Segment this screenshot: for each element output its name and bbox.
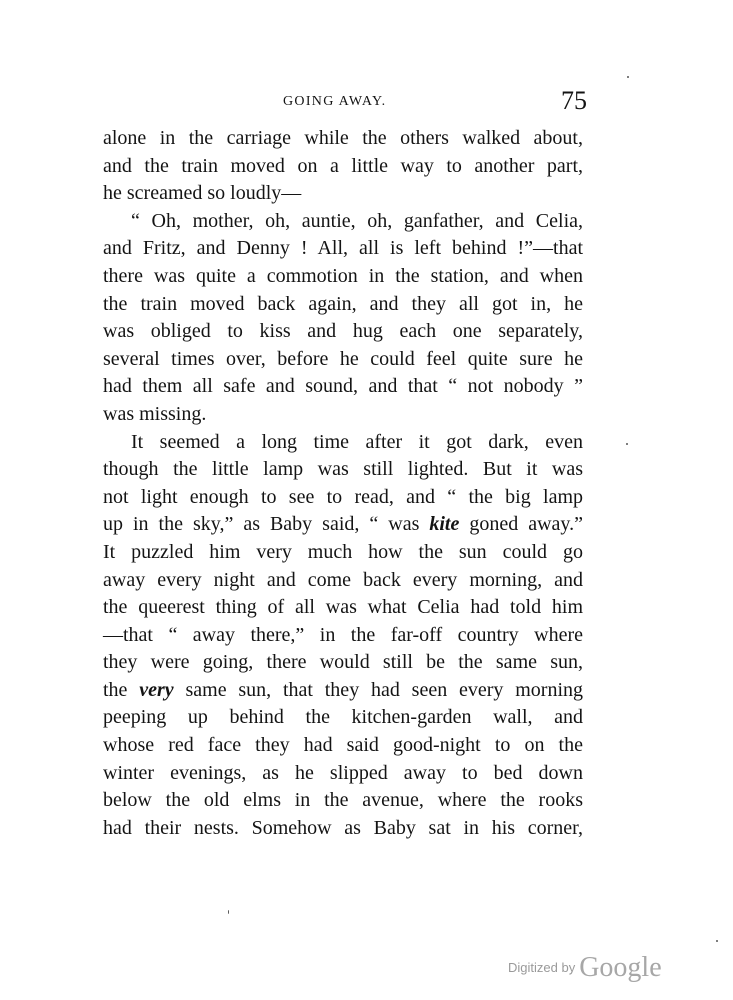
- text-line: had them all safe and sound, and that “ not nobody ”: [103, 375, 583, 398]
- text-run: goned away.”: [459, 513, 583, 536]
- digitized-watermark: [508, 952, 662, 984]
- text-run: up in the sky,” as Baby said, “ was: [103, 513, 430, 536]
- scan-speck: [228, 910, 229, 914]
- running-head: GOING AWAY.: [283, 94, 387, 109]
- text-line: the train moved back again, and they all got in, he: [103, 292, 583, 315]
- text-line: there was quite a commotion in the station, and when: [103, 264, 583, 287]
- text-line: several times over, before he could feel quite sure he: [103, 347, 583, 370]
- scan-speck: [627, 76, 629, 78]
- text-line: “ Oh, mother, oh, auntie, oh, ganfather, and Celia,: [131, 209, 583, 232]
- text-line: peeping up behind the kitchen-garden wall, and: [103, 706, 583, 729]
- page-number: 75: [561, 86, 587, 115]
- scan-speck: [626, 443, 628, 445]
- text-line: was missing.: [103, 402, 207, 425]
- text-line: whose red face they had said good-night to on the: [103, 734, 583, 757]
- text-run: the: [103, 678, 140, 701]
- text-line-with-italic: [103, 677, 583, 705]
- text-line: he screamed so loudly—: [103, 182, 302, 205]
- italic-word: kite: [429, 513, 460, 536]
- text-line: It seemed a long time after it got dark, even: [131, 430, 583, 453]
- text-line: the queerest thing of all was what Celia had told him: [103, 596, 583, 619]
- text-line: winter evenings, as he slipped away to bed down: [103, 761, 583, 784]
- page-header: [0, 86, 733, 116]
- body-text: [103, 125, 583, 842]
- text-line: they were going, there would still be the same sun,: [103, 651, 583, 674]
- text-line: away every night and come back every morning, and: [103, 568, 583, 591]
- text-line: was obliged to kiss and hug each one separately,: [103, 320, 583, 343]
- text-line: not light enough to see to read, and “ the big lamp: [103, 485, 583, 508]
- text-line: and the train moved on a little way to another part,: [103, 154, 583, 177]
- text-line: alone in the carriage while the others walked about,: [103, 127, 583, 149]
- text-line: below the old elms in the avenue, where the rooks: [103, 789, 583, 812]
- text-run: same sun, that they had seen every morning: [173, 678, 584, 701]
- watermark-prefix: Digitized by: [508, 960, 576, 975]
- text-line: and Fritz, and Denny ! All, all is left behind !”—that: [103, 237, 583, 260]
- google-logo: Google: [579, 952, 662, 983]
- text-line: had their nests. Somehow as Baby sat in his corner,: [103, 816, 583, 839]
- text-line: though the little lamp was still lighted. But it was: [103, 458, 583, 481]
- text-line: It puzzled him very much how the sun could go: [103, 540, 583, 563]
- text-line: —that “ away there,” in the far-off country where: [103, 623, 583, 646]
- scan-speck: [716, 940, 718, 942]
- text-line-with-italic: [103, 511, 583, 539]
- italic-word: very: [139, 678, 174, 701]
